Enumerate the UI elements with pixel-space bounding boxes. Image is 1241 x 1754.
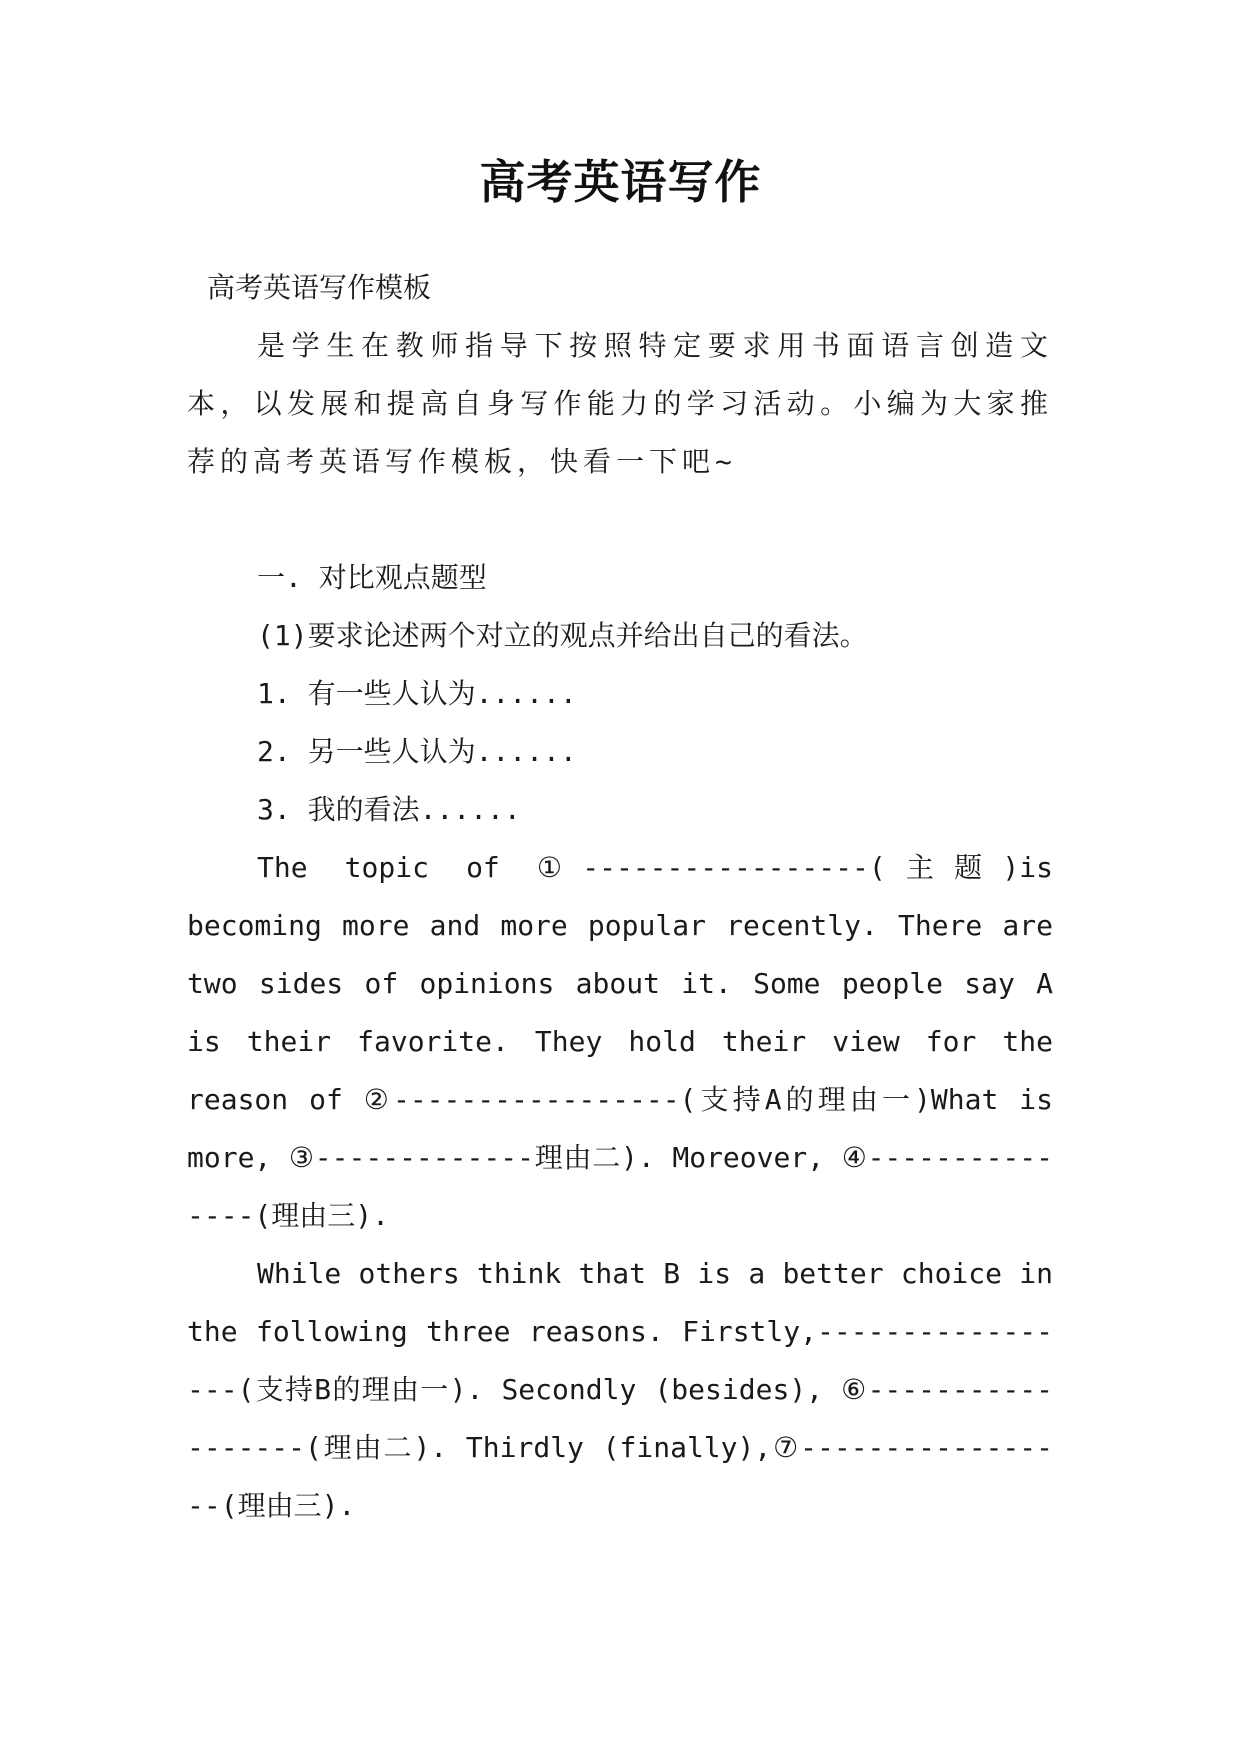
- spacer: [187, 491, 1053, 549]
- section-requirement: (1)要求论述两个对立的观点并给出自己的看法。: [257, 619, 868, 652]
- point-item: 2. 另一些人认为......: [257, 735, 577, 768]
- document-body: [187, 259, 1053, 1535]
- intro-paragraph: 是学生在教师指导下按照特定要求用书面语言创造文本，以发展和提高自身写作能力的学习活动。小编为大家推荐的高考英语写作模板，快看一下吧~: [187, 329, 1053, 478]
- subtitle: 高考英语写作模板: [207, 271, 432, 304]
- template-paragraph-1: The topic of ①-----------------(主题)is becoming more and more popular recently. There are two sides of opinions about it. Some people say A is their favorite. They hold their view for the reason of ②-----------------(支持A的理由一)What is more, ③-------------理由二). Moreover, ④---------------(理由三).: [187, 851, 1053, 1232]
- point-item: 1. 有一些人认为......: [257, 677, 577, 710]
- point-item: 3. 我的看法......: [257, 793, 521, 826]
- page-title: 高考英语写作: [479, 155, 762, 209]
- template-paragraph-2: While others think that B is a better choice in the following three reasons. Firstly,-----------------(支持B的理由一). Secondly (besides), ⑥------------------(理由二). Thirdly (finally),⑦-----------------(理由三).: [187, 1257, 1053, 1522]
- section-heading: 一. 对比观点题型: [257, 561, 487, 594]
